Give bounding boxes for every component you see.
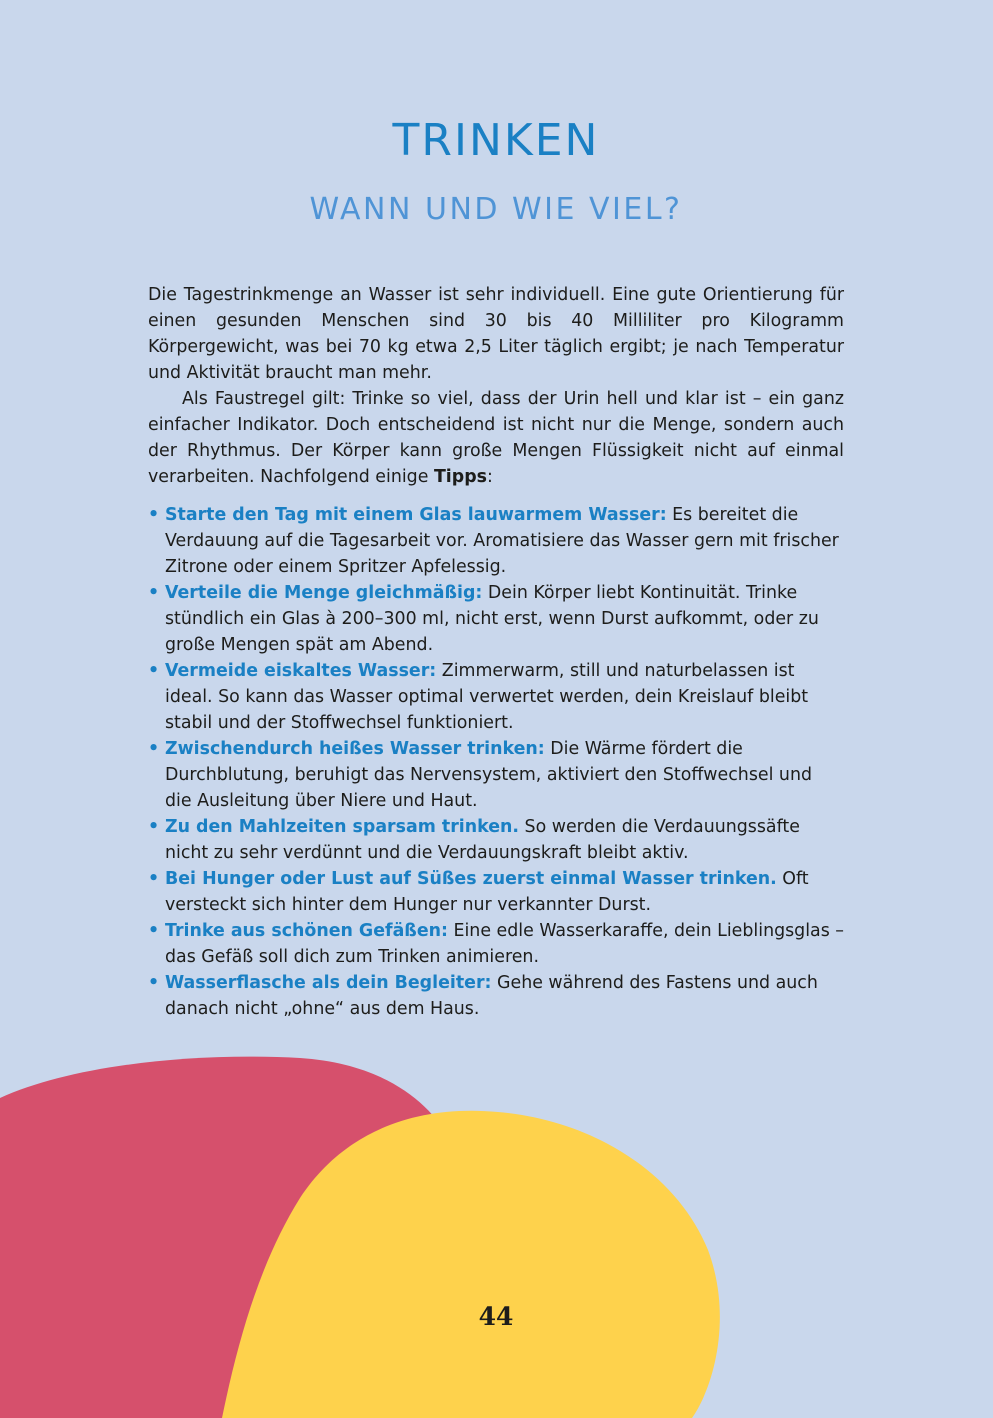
tip-text: Dein Körper liebt Kontinuität. Trinke stündlich ein Glas à 200–300 ml, nicht erst, wenn Durst aufkommt, oder zu große Mengen spät am Abend. [165, 583, 819, 655]
bullet-icon: • [148, 583, 160, 603]
list-item [148, 658, 844, 736]
tip-heading: Wasserflasche als dein Begleiter: [165, 973, 492, 993]
tip-heading: Vermeide eiskaltes Wasser: [165, 661, 437, 681]
tip-text: Es bereitet die Verdauung auf die Tagesarbeit vor. Aromatisiere das Wasser gern mit frischer Zitrone oder einem Spritzer Apfelessig. [165, 505, 839, 577]
bullet-icon: • [148, 505, 160, 525]
bullet-icon: • [148, 739, 160, 759]
intro-text [148, 282, 844, 490]
intro-paragraph-2 [148, 386, 844, 490]
list-item [148, 814, 844, 866]
bullet-icon: • [148, 869, 160, 889]
tip-text: Oft versteckt sich hinter dem Hunger nur verkannter Durst. [165, 869, 809, 915]
tip-heading: Trinke aus schönen Gefäßen: [165, 921, 448, 941]
list-item [148, 866, 844, 918]
tip-heading: Verteile die Menge gleichmäßig: [165, 583, 483, 603]
list-item [148, 918, 844, 970]
paragraph-2-end: : [487, 467, 493, 487]
bullet-icon: • [148, 973, 160, 993]
bullet-icon: • [148, 817, 160, 837]
page-title: TRINKEN [392, 115, 600, 166]
tip-heading: Zu den Mahlzeiten sparsam trinken. [165, 817, 520, 837]
tip-text: Eine edle Wasserkaraffe, dein Lieblingsglas – das Gefäß soll dich zum Trinken animieren. [165, 921, 844, 967]
list-item [148, 502, 844, 580]
tip-text: Die Wärme fördert die Durchblutung, beruhigt das Nervensystem, aktiviert den Stoffwechsel und die Ausleitung über Niere und Haut. [165, 739, 813, 811]
bullet-icon: • [148, 921, 160, 941]
list-item [148, 970, 844, 1022]
tip-heading: Zwischendurch heißes Wasser trinken: [165, 739, 545, 759]
paragraph-2-text: Als Faustregel gilt: Trinke so viel, dass der Urin hell und klar ist – ein ganz einfacher Indikator. Doch entscheidend ist nicht nur die Menge, sondern auch der Rhythmus. Der Körper kann große Mengen Flüssigkeit nicht auf einmal verarbeiten. Nachfolgend einige [148, 389, 844, 487]
tip-heading: Bei Hunger oder Lust auf Süßes zuerst einmal Wasser trinken. [165, 869, 777, 889]
list-item [148, 736, 844, 814]
tips-list [148, 502, 844, 1022]
tip-heading: Starte den Tag mit einem Glas lauwarmem Wasser: [165, 505, 667, 525]
page-number: 44 [478, 1302, 514, 1331]
tip-text: Gehe während des Fastens und auch danach nicht „ohne“ aus dem Haus. [165, 973, 818, 1019]
intro-paragraph-1: Die Tagestrinkmenge an Wasser ist sehr individuell. Eine gute Orientierung für einen gesunden Menschen sind 30 bis 40 Milliliter pro Kilogramm Körpergewicht, was bei 70 kg etwa 2,5 Liter täglich ergibt; je nach Temperatur und Aktivität braucht man mehr. [148, 285, 844, 383]
tips-keyword: Tipps [433, 467, 488, 487]
tip-text: So werden die Verdauungssäfte nicht zu sehr verdünnt und die Verdauungskraft bleibt aktiv. [165, 817, 800, 863]
tip-text: Zimmerwarm, still und naturbelassen ist ideal. So kann das Wasser optimal verwertet werden, dein Kreislauf bleibt stabil und der Stoffwechsel funktioniert. [165, 661, 809, 733]
bullet-icon: • [148, 661, 160, 681]
page-subtitle: WANN UND WIE VIEL? [309, 192, 683, 227]
list-item [148, 580, 844, 658]
